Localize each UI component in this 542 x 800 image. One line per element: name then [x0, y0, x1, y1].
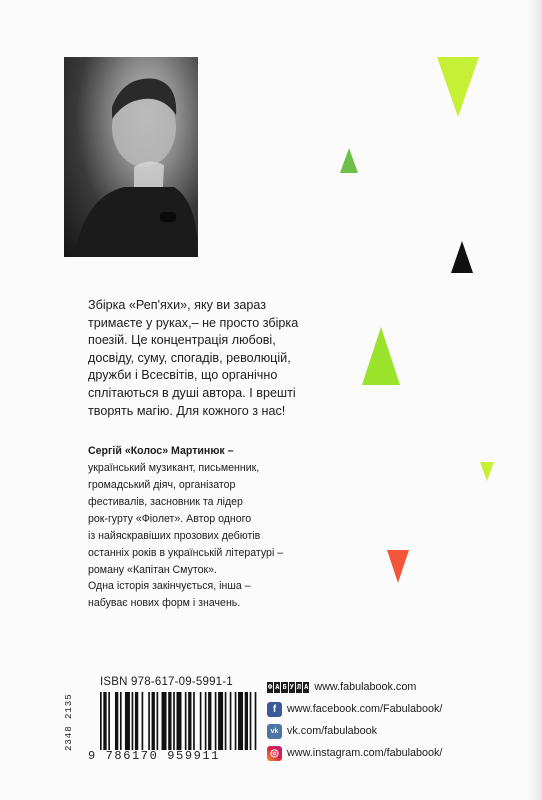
vk-icon: vk [267, 724, 282, 739]
barcode-bar [188, 692, 191, 750]
facebook-url: www.facebook.com/Fabulabook/ [287, 703, 443, 715]
blurb-line: дружби і Всесвітів, що органічно [88, 368, 278, 383]
bio-line: український музикант, письменник, [88, 462, 260, 474]
publisher-logo [267, 682, 310, 693]
bio-line: із найяскравіших прозових дебютів [88, 530, 261, 542]
barcode-bar [142, 692, 144, 750]
barcode [100, 692, 258, 750]
barcode-bar [135, 692, 138, 750]
barcode-bar [255, 692, 257, 750]
blurb-line: Збірка «Реп'яхи», яку ви зараз [88, 298, 267, 312]
barcode-bar [148, 692, 150, 750]
barcode-bar [225, 692, 227, 750]
barcode-bar [193, 692, 195, 750]
barcode-bar [152, 692, 155, 750]
barcode-bar [103, 692, 106, 750]
logo-letter: Л [296, 682, 302, 691]
triangle-large-green [437, 57, 479, 117]
barcode-bar [235, 692, 237, 750]
bio-line: рок-гурту «Фіолет». Автор одного [88, 513, 252, 525]
barcode-bar [245, 692, 248, 750]
barcode-bar [125, 692, 130, 750]
barcode-bar [157, 692, 159, 750]
instagram-url: www.instagram.com/fabulabook/ [287, 747, 443, 759]
vk-url: vk.com/fabulabook [287, 725, 378, 737]
barcode-bar [168, 692, 171, 750]
closing-text [88, 578, 348, 612]
barcode-bar [230, 692, 232, 750]
barcode-bar [132, 692, 134, 750]
facebook-icon: f [267, 702, 282, 717]
barcode-digits: 9 786170 959911 [88, 749, 221, 763]
logo-letter: У [289, 682, 294, 691]
triangle-black [451, 241, 473, 273]
blurb-line: тримаєте у руках,– не просто збірка [88, 315, 299, 330]
author-name: Сергій «Колос» Мартинюк – [88, 445, 234, 457]
barcode-bar [238, 692, 243, 750]
barcode-bar [162, 692, 167, 750]
closing-line: Одна історія закінчується, інша – [88, 580, 251, 592]
bio-line: громадський діяч, організатор [88, 479, 236, 491]
barcode-bar [215, 692, 217, 750]
barcode-bar [108, 692, 110, 750]
instagram-link[interactable] [267, 742, 487, 764]
barcode-bar [115, 692, 118, 750]
facebook-link[interactable] [267, 698, 487, 720]
barcode-bar [218, 692, 223, 750]
barcode-bar [185, 692, 187, 750]
page-edge-shadow [528, 0, 542, 800]
author-bio [88, 443, 328, 579]
logo-letter: А [275, 682, 280, 691]
instagram-icon: ◎ [267, 746, 282, 761]
website-link[interactable] [267, 676, 487, 698]
triangle-tiny-green [480, 462, 494, 481]
barcode-side-digits: 2348 2135 [64, 693, 74, 751]
closing-line: набуває нових форм і значень. [88, 597, 241, 609]
barcode-bar [250, 692, 252, 750]
barcode-bar [208, 692, 211, 750]
blurb-line: досвіду, суму, спогадів, революцій, [88, 350, 291, 365]
book-blurb [88, 297, 368, 420]
blurb-line: творять магію. Для кожного з нас! [88, 403, 286, 418]
isbn-number: ISBN 978-617-09-5991-1 [100, 676, 233, 688]
bio-line: роману «Капітан Смуток». [88, 564, 217, 576]
barcode-bar [173, 692, 175, 750]
publisher-links [267, 676, 487, 764]
barcode-bar [205, 692, 207, 750]
barcode-bar [177, 692, 182, 750]
barcode-bar [200, 692, 202, 750]
blurb-line: сплітаються в душі автора. І врешті [88, 385, 296, 400]
author-photo [64, 57, 198, 257]
vk-link[interactable] [267, 720, 487, 742]
triangle-orange [387, 550, 409, 583]
bio-line: фестивалів, засновник та лідер [88, 496, 243, 508]
triangle-small-green [340, 148, 358, 173]
blurb-line: поезій. Це концентрація любові, [88, 333, 276, 348]
portrait-silhouette [64, 57, 198, 257]
logo-letter: Ф [268, 682, 273, 691]
logo-letter: А [304, 682, 309, 691]
logo-letter: Б [282, 682, 287, 691]
barcode-bar [100, 692, 102, 750]
website-url: www.fabulabook.com [314, 681, 417, 693]
barcode-bar [120, 692, 122, 750]
bio-line: останніх років в українській літературі – [88, 547, 284, 559]
